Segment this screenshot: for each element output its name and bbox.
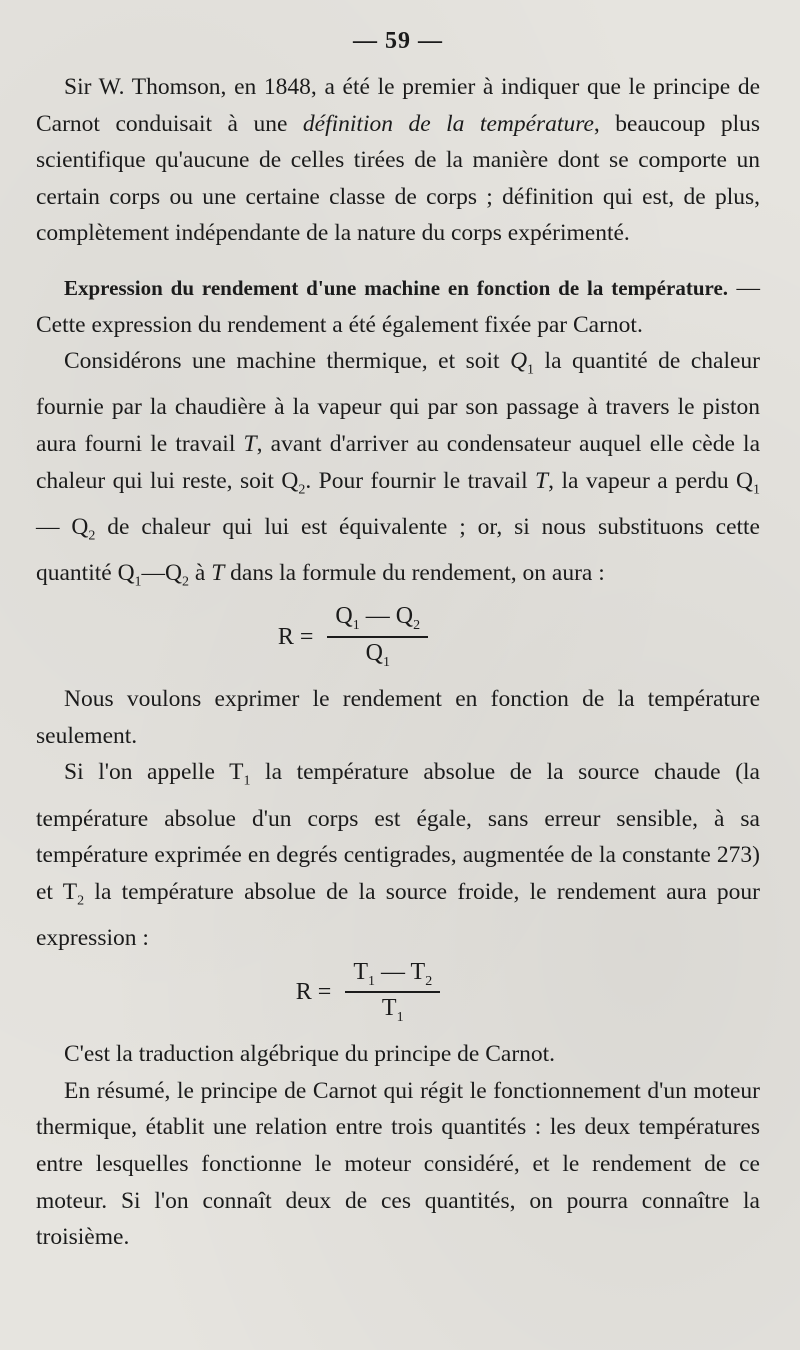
text-run: dans la formule du rendement, on aura :	[224, 560, 605, 587]
formula-rendement-chaleur	[0, 603, 760, 671]
paragraph-thomson	[36, 69, 760, 252]
text-run: la température absolue de la source chaude (la température absolue d'un corps est égale, sans erreur sensible, à sa température exprimée en degrés centigrades, augmentée de la constante 273) et T	[36, 759, 760, 905]
paragraph-considerons	[36, 343, 760, 601]
text-run: Si l'on appelle T	[64, 759, 244, 786]
num-op: — Q	[359, 603, 414, 630]
subscript: 2	[77, 893, 85, 909]
section-text: — Cette expression du rendement a été également fixée par Carnot.	[36, 274, 761, 338]
subscript: 1	[352, 618, 360, 634]
subscript: 2	[413, 618, 421, 634]
text-run: la quantité de chaleur fournie par la chaudière à la vapeur qui par son passage à travers le piston aura fourni le travail	[36, 348, 761, 458]
thomson-text-2: , beaucoup plus scientifique qu'aucune de celles tirées de la manière dont se comporte un certain corps ou une certaine classe de corps ; définition qui est, de plus, complètement indépendante de la nature du corps expérimenté.	[36, 110, 761, 247]
formula-lhs: R =	[295, 978, 332, 1005]
formula-lhs: R =	[277, 623, 314, 650]
num-var: Q	[335, 603, 353, 630]
subscript: 1	[134, 574, 142, 590]
fraction-numerator	[345, 959, 440, 994]
subscript: 1	[243, 773, 251, 789]
subscript: 1	[396, 1010, 404, 1026]
subscript: 1	[367, 973, 375, 989]
den-var: Q	[365, 640, 383, 667]
paragraph-traduction: C'est la traduction algébrique du principe de Carnot.	[64, 1041, 556, 1068]
fraction	[327, 603, 428, 671]
text-run: , avant d'arriver au condensateur auquel elle cède la chaleur qui lui reste, soit Q	[36, 431, 760, 494]
formula-rendement-temperature	[0, 959, 760, 1027]
fraction-denominator	[382, 993, 404, 1026]
subscript: 2	[425, 973, 433, 989]
fraction	[345, 959, 440, 1027]
section-heading: Expression du rendement d'une machine en fonction de la température.	[64, 275, 729, 300]
fraction-numerator	[327, 603, 428, 638]
fraction-denominator	[366, 638, 390, 671]
text-run: Considérons une machine thermique, et soit	[64, 348, 511, 375]
subscript: 1	[527, 362, 535, 378]
text-run: de chaleur qui lui est équivalente ; or, si nous substituons cette quantité Q	[36, 513, 760, 587]
var-q: Q	[510, 348, 528, 375]
var-t: T	[243, 431, 257, 458]
num-op: — T	[374, 958, 426, 985]
num-var: T	[353, 958, 368, 985]
den-var: T	[381, 995, 397, 1022]
text-run: la température absolue de la source froide, le rendement aura pour expression :	[36, 878, 761, 951]
subscript: 2	[88, 528, 96, 544]
page-number: — 59 —	[353, 28, 443, 54]
text-run: , la vapeur a perdu Q	[548, 467, 753, 494]
subscript: 1	[753, 482, 760, 498]
thomson-text-1: Sir W. Thomson, en 1848, a été le premier à indiquer que le principe de Carnot conduisait à une	[36, 74, 760, 137]
subscript: 2	[298, 482, 306, 498]
text-run: . Pour fournir le travail	[305, 467, 536, 494]
paragraph-en-resume: En résumé, le principe de Carnot qui régit le fonctionnement d'un moteur thermique, établit une relation entre trois quantités : les deux températures entre lesquelles fonctionne le moteur considéré, et le rendement de ce moteur. Si l'on connaît deux de ces quantités, on pourra connaître la troisième.	[36, 1077, 760, 1251]
emphasis-definition: définition de la température	[302, 110, 594, 137]
text-run: — Q	[36, 513, 89, 540]
var-t: T	[211, 560, 225, 587]
paragraph-nous-voulons: Nous voulons exprimer le rendement en fonction de la température seulement.	[36, 686, 760, 749]
section-paragraph	[36, 270, 760, 343]
var-t: T	[535, 467, 549, 494]
text-run: à	[189, 560, 212, 587]
subscript: 2	[182, 574, 190, 590]
paragraph-si-lon-appelle	[36, 754, 760, 956]
text-run: —Q	[141, 560, 183, 587]
subscript: 1	[382, 655, 390, 671]
